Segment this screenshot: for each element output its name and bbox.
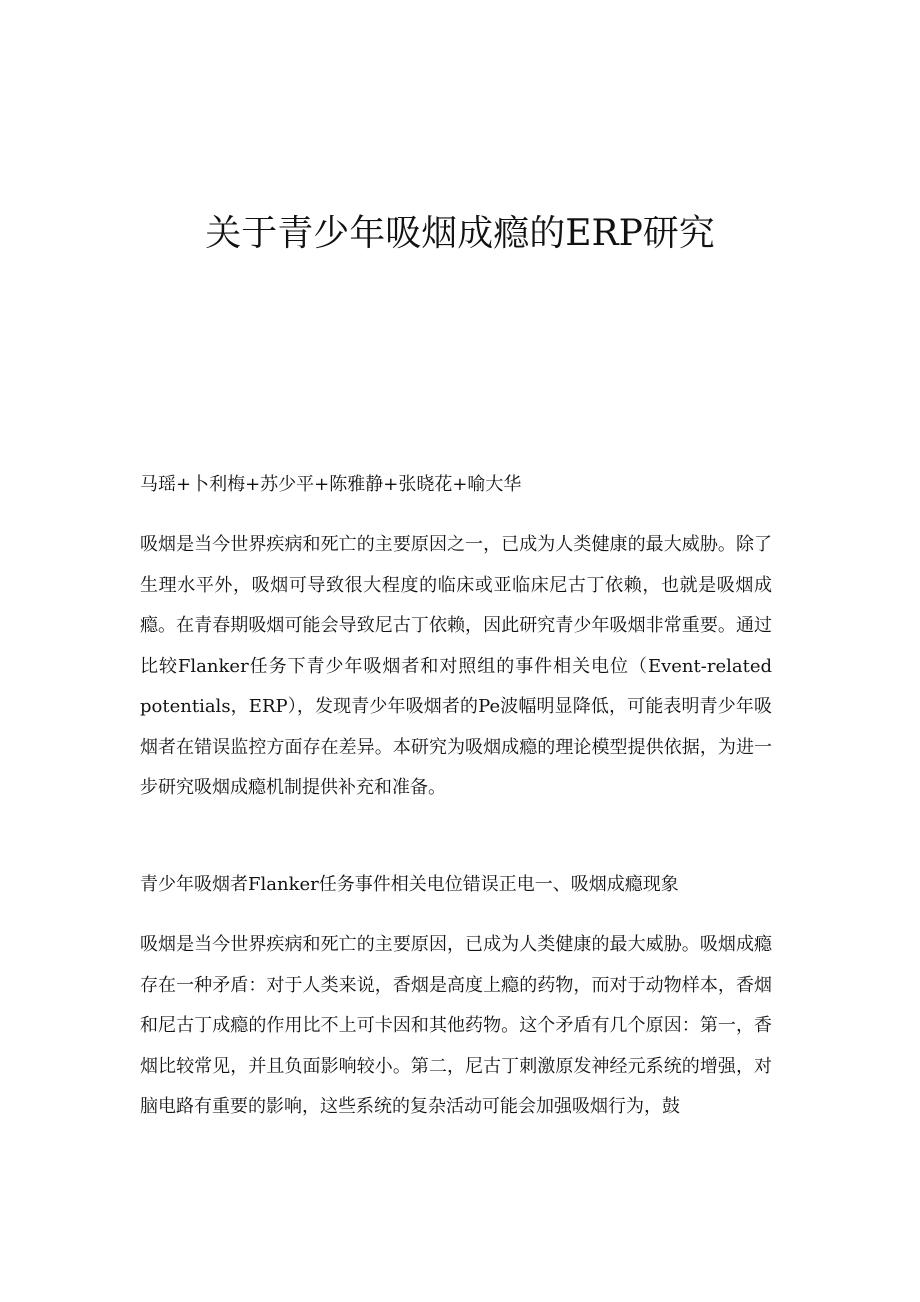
abstract-paragraph: 吸烟是当今世界疾病和死亡的主要原因之一，已成为人类健康的最大威胁。除了生理水平外，吸烟可导致很大程度的临床或亚临床尼古丁依赖，也就是吸烟成瘾。在青春期吸烟可能会导致尼古丁依赖，因此研究青少年吸烟非常重要。通过比较Flanker任务下青少年吸烟者和对照组的事件相关电位（Event-related potentials，ERP），发现青少年吸烟者的Pe波幅明显降低，可能表明青少年吸烟者在错误监控方面存在差异。本研究为吸烟成瘾的理论模型提供依据，为进一步研究吸烟成瘾机制提供补充和准备。: [140, 534, 772, 798]
section-heading: 青少年吸烟者Flanker任务事件相关电位错误正电一、吸烟成瘾现象: [140, 874, 679, 895]
section-paragraph: 吸烟是当今世界疾病和死亡的主要原因，已成为人类健康的最大威胁。吸烟成瘾存在一种矛盾：对于人类来说，香烟是高度上瘾的药物，而对于动物样本，香烟和尼古丁成瘾的作用比不上可卡因和其他药物。这个矛盾有几个原因：第一，香烟比较常见，并且负面影响较小。第二，尼古丁刺激原发神经元系统的增强，对脑电路有重要的影响，这些系统的复杂活动可能会加强吸烟行为，鼓: [140, 934, 772, 1117]
author-list: 马瑶+卜利梅+苏少平+陈雅静+张晓花+喻大华: [140, 474, 522, 495]
document-title: 关于青少年吸烟成瘾的ERP研究: [205, 213, 715, 254]
